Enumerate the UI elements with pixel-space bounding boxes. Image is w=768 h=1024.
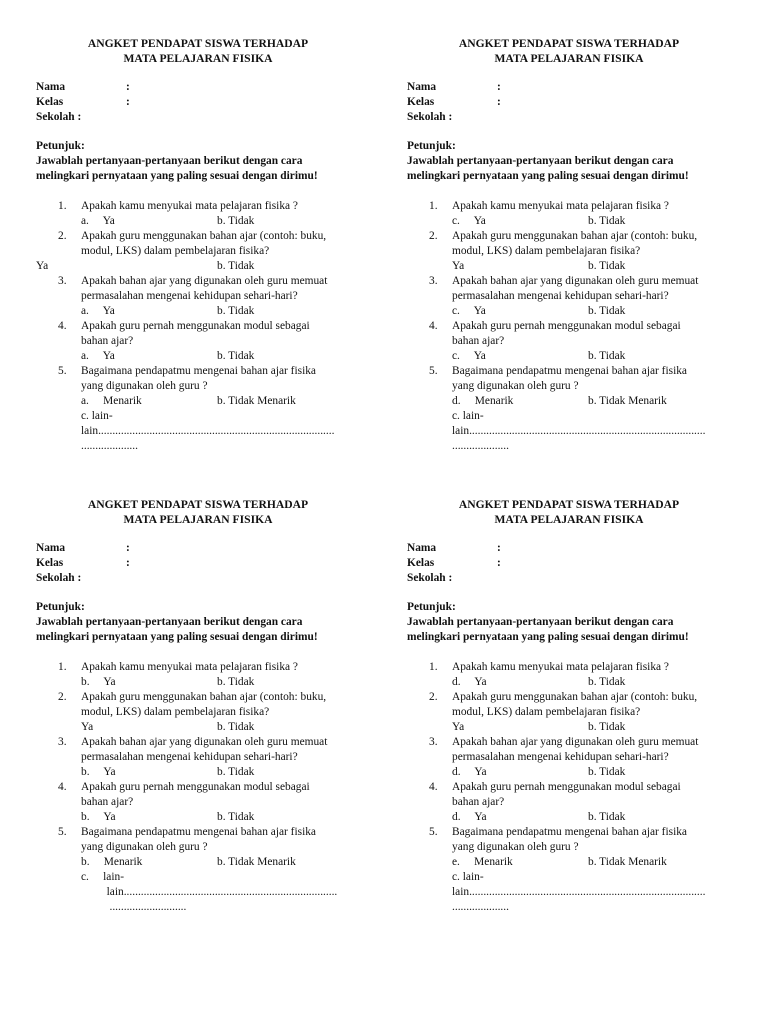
option-interesting[interactable]: b. Menarik [81, 856, 143, 868]
question-text: yang digunakan oleh guru ? [81, 380, 208, 392]
instructions-line-1: Jawablah pertanyaan-pertanyaan berikut dengan cara [36, 616, 303, 628]
question-4: 4. Apakah guru pernah menggunakan modul sebagai bahan ajar? c. Ya b. Tidak [407, 319, 747, 364]
option-no[interactable]: b. Tidak [217, 260, 255, 272]
option-other-blank: lain................................................................................... [452, 425, 706, 437]
question-text: Apakah bahan ajar yang digunakan oleh guru memuat [81, 736, 328, 748]
option-yes[interactable]: b. Ya [81, 766, 116, 778]
form-title [36, 36, 360, 66]
option-other[interactable]: c. lain- [452, 871, 484, 883]
instructions-line-1: Jawablah pertanyaan-pertanyaan berikut dengan cara [407, 616, 674, 628]
question-text: permasalahan mengenai kehidupan sehari-hari? [452, 751, 669, 763]
instructions-heading: Petunjuk: [36, 601, 85, 613]
question-text: Bagaimana pendapatmu mengenai bahan ajar fisika [81, 365, 316, 377]
name-field: Nama : [36, 81, 130, 93]
question-text: bahan ajar? [452, 796, 505, 808]
option-yes[interactable]: b. Ya [81, 676, 116, 688]
question-1: 1. Apakah kamu menyukai mata pelajaran fisika ? a. Ya b. Tidak [36, 199, 376, 229]
option-yes[interactable]: Ya [36, 260, 49, 272]
title-line-1: ANGKET PENDAPAT SISWA TERHADAP [458, 37, 680, 50]
question-text: permasalahan mengenai kehidupan sehari-hari? [81, 290, 298, 302]
question-text: Apakah bahan ajar yang digunakan oleh guru memuat [81, 275, 328, 287]
option-no[interactable]: b. Tidak [588, 766, 626, 778]
question-text: yang digunakan oleh guru ? [452, 380, 579, 392]
instructions-line-2: melingkari pernyataan yang paling sesuai dengan dirimu! [407, 631, 689, 643]
option-yes[interactable]: c. Ya [452, 305, 486, 317]
option-no[interactable]: b. Tidak [588, 350, 626, 362]
instructions-heading: Petunjuk: [407, 601, 456, 613]
school-field: Sekolah : [36, 572, 82, 584]
question-text: Bagaimana pendapatmu mengenai bahan ajar fisika [81, 826, 316, 838]
option-yes[interactable]: Ya [81, 721, 94, 733]
question-5: 5. Bagaimana pendapatmu mengenai bahan ajar fisika yang digunakan oleh guru ? e. Menarik b. Tidak Menarik c. lain- lain................................................................................... .................... [407, 825, 747, 915]
question-text: Apakah kamu menyukai mata pelajaran fisika ? [452, 661, 669, 673]
option-other-blank: ........................... [81, 901, 187, 913]
option-no[interactable]: b. Tidak [588, 811, 626, 823]
question-3: 3. Apakah bahan ajar yang digunakan oleh guru memuat permasalahan mengenai kehidupan sehari-hari? b. Ya b. Tidak [36, 735, 376, 780]
question-text: modul, LKS) dalam pembelajaran fisika? [452, 245, 641, 257]
option-other[interactable]: c. lain- [81, 410, 113, 422]
question-text: bahan ajar? [452, 335, 505, 347]
question-text: modul, LKS) dalam pembelajaran fisika? [81, 245, 270, 257]
question-1: 1. Apakah kamu menyukai mata pelajaran fisika ? c. Ya b. Tidak [407, 199, 747, 229]
school-field: Sekolah : [407, 572, 453, 584]
question-text: Apakah guru pernah menggunakan modul sebagai [452, 781, 681, 793]
question-text: Apakah kamu menyukai mata pelajaran fisika ? [81, 200, 298, 212]
question-4: 4. Apakah guru pernah menggunakan modul sebagai bahan ajar? d. Ya b. Tidak [407, 780, 747, 825]
question-text: Bagaimana pendapatmu mengenai bahan ajar fisika [452, 826, 687, 838]
option-no[interactable]: b. Tidak [217, 811, 255, 823]
question-list [407, 199, 747, 454]
question-text: Apakah guru pernah menggunakan modul sebagai [81, 781, 310, 793]
class-field: Kelas : [36, 557, 130, 569]
name-field: Nama : [407, 542, 501, 554]
instructions-heading: Petunjuk: [407, 140, 456, 152]
option-no[interactable]: b. Tidak [588, 676, 626, 688]
question-3: 3. Apakah bahan ajar yang digunakan oleh guru memuat permasalahan mengenai kehidupan sehari-hari? a. Ya b. Tidak [36, 274, 376, 319]
title-line-2: MATA PELAJARAN FISIKA [494, 513, 644, 526]
option-no[interactable]: b. Tidak [217, 676, 255, 688]
instructions-heading: Petunjuk: [36, 140, 85, 152]
question-text: Apakah bahan ajar yang digunakan oleh guru memuat [452, 736, 699, 748]
title-line-2: MATA PELAJARAN FISIKA [494, 52, 644, 65]
class-field: Kelas : [407, 96, 501, 108]
option-no[interactable]: b. Tidak [588, 305, 626, 317]
question-text: Apakah guru pernah menggunakan modul sebagai [81, 320, 310, 332]
question-text: bahan ajar? [81, 796, 134, 808]
instructions [407, 600, 689, 645]
question-text: Apakah guru menggunakan bahan ajar (contoh: buku, [452, 691, 698, 703]
name-field: Nama : [407, 81, 501, 93]
form-title [407, 36, 731, 66]
question-list [36, 199, 376, 454]
option-yes[interactable]: Ya [452, 260, 465, 272]
question-3: 3. Apakah bahan ajar yang digunakan oleh guru memuat permasalahan mengenai kehidupan sehari-hari? c. Ya b. Tidak [407, 274, 747, 319]
option-yes[interactable]: d. Ya [452, 676, 487, 688]
option-not-interesting[interactable]: b. Tidak Menarik [217, 856, 296, 868]
option-other-blank: .................... [452, 440, 509, 452]
student-identity [36, 80, 130, 125]
form-title [407, 497, 731, 527]
student-identity [407, 80, 501, 125]
question-text: modul, LKS) dalam pembelajaran fisika? [452, 706, 641, 718]
option-other-blank: lain................................................................................... [452, 886, 706, 898]
name-field: Nama : [36, 542, 130, 554]
question-text: Apakah kamu menyukai mata pelajaran fisika ? [81, 661, 298, 673]
form-title [36, 497, 360, 527]
title-line-2: MATA PELAJARAN FISIKA [123, 513, 273, 526]
option-no[interactable]: b. Tidak [217, 721, 255, 733]
option-yes[interactable]: c. Ya [452, 215, 486, 227]
school-field: Sekolah : [407, 111, 453, 123]
student-identity [36, 541, 130, 586]
option-not-interesting[interactable]: b. Tidak Menarik [588, 395, 667, 407]
question-text: Apakah guru menggunakan bahan ajar (contoh: buku, [452, 230, 698, 242]
question-2: 2. Apakah guru menggunakan bahan ajar (contoh: buku, modul, LKS) dalam pembelajaran fisika? Ya b. Tidak [407, 229, 747, 274]
question-text: permasalahan mengenai kehidupan sehari-hari? [452, 290, 669, 302]
question-3: 3. Apakah bahan ajar yang digunakan oleh guru memuat permasalahan mengenai kehidupan sehari-hari? d. Ya b. Tidak [407, 735, 747, 780]
question-text: modul, LKS) dalam pembelajaran fisika? [81, 706, 270, 718]
option-interesting[interactable]: d. Menarik [452, 395, 514, 407]
question-5: 5. Bagaimana pendapatmu mengenai bahan ajar fisika yang digunakan oleh guru ? d. Menarik b. Tidak Menarik c. lain- lain................................................................................... .................... [407, 364, 747, 454]
question-list [36, 660, 376, 915]
option-no[interactable]: b. Tidak [588, 260, 626, 272]
question-4: 4. Apakah guru pernah menggunakan modul sebagai bahan ajar? a. Ya b. Tidak [36, 319, 376, 364]
question-text: permasalahan mengenai kehidupan sehari-hari? [81, 751, 298, 763]
question-text: Apakah guru pernah menggunakan modul sebagai [452, 320, 681, 332]
question-2: 2. Apakah guru menggunakan bahan ajar (contoh: buku, modul, LKS) dalam pembelajaran fisika? Ya b. Tidak [36, 229, 376, 274]
option-interesting[interactable]: e. Menarik [452, 856, 513, 868]
option-yes[interactable]: Ya [452, 721, 465, 733]
option-yes[interactable]: a. Ya [81, 305, 115, 317]
option-no[interactable]: b. Tidak [217, 766, 255, 778]
school-field: Sekolah : [36, 111, 82, 123]
question-text: Bagaimana pendapatmu mengenai bahan ajar fisika [452, 365, 687, 377]
instructions-line-1: Jawablah pertanyaan-pertanyaan berikut dengan cara [36, 155, 303, 167]
question-text: Apakah guru menggunakan bahan ajar (contoh: buku, [81, 691, 327, 703]
option-other-blank: lain........................................................................... [81, 886, 338, 898]
option-other[interactable]: c. lain- [81, 871, 125, 883]
question-4: 4. Apakah guru pernah menggunakan modul sebagai bahan ajar? b. Ya b. Tidak [36, 780, 376, 825]
option-no[interactable]: b. Tidak [217, 305, 255, 317]
option-other-blank: lain................................................................................... [81, 425, 335, 437]
question-1: 1. Apakah kamu menyukai mata pelajaran fisika ? b. Ya b. Tidak [36, 660, 376, 690]
question-text: bahan ajar? [81, 335, 134, 347]
option-not-interesting[interactable]: b. Tidak Menarik [217, 395, 296, 407]
question-2: 2. Apakah guru menggunakan bahan ajar (contoh: buku, modul, LKS) dalam pembelajaran fisika? Ya b. Tidak [407, 690, 747, 735]
question-text: yang digunakan oleh guru ? [452, 841, 579, 853]
question-text: Apakah kamu menyukai mata pelajaran fisika ? [452, 200, 669, 212]
option-no[interactable]: b. Tidak [588, 215, 626, 227]
option-yes[interactable]: b. Ya [81, 811, 116, 823]
option-yes[interactable]: c. Ya [452, 350, 486, 362]
instructions-line-1: Jawablah pertanyaan-pertanyaan berikut dengan cara [407, 155, 674, 167]
title-line-2: MATA PELAJARAN FISIKA [123, 52, 273, 65]
option-no[interactable]: b. Tidak [217, 215, 255, 227]
question-text: Apakah bahan ajar yang digunakan oleh guru memuat [452, 275, 699, 287]
title-line-1: ANGKET PENDAPAT SISWA TERHADAP [87, 37, 309, 50]
question-1: 1. Apakah kamu menyukai mata pelajaran fisika ? d. Ya b. Tidak [407, 660, 747, 690]
instructions [36, 139, 318, 184]
option-no[interactable]: b. Tidak [588, 721, 626, 733]
option-other[interactable]: c. lain- [452, 410, 484, 422]
question-5: 5. Bagaimana pendapatmu mengenai bahan ajar fisika yang digunakan oleh guru ? a. Menarik b. Tidak Menarik c. lain- lain................................................................................... .................... [36, 364, 376, 454]
instructions-line-2: melingkari pernyataan yang paling sesuai dengan dirimu! [36, 170, 318, 182]
class-field: Kelas : [36, 96, 130, 108]
instructions-line-2: melingkari pernyataan yang paling sesuai dengan dirimu! [407, 170, 689, 182]
option-interesting[interactable]: a. Menarik [81, 395, 142, 407]
class-field: Kelas : [407, 557, 501, 569]
instructions-line-2: melingkari pernyataan yang paling sesuai dengan dirimu! [36, 631, 318, 643]
option-yes[interactable]: a. Ya [81, 350, 115, 362]
option-yes[interactable]: d. Ya [452, 766, 487, 778]
question-text: Apakah guru menggunakan bahan ajar (contoh: buku, [81, 230, 327, 242]
option-other-blank: .................... [452, 901, 509, 913]
question-5: 5. Bagaimana pendapatmu mengenai bahan ajar fisika yang digunakan oleh guru ? b. Menarik b. Tidak Menarik c. lain- lain........................................................................... ........................... [36, 825, 376, 915]
instructions [36, 600, 318, 645]
option-yes[interactable]: d. Ya [452, 811, 487, 823]
title-line-1: ANGKET PENDAPAT SISWA TERHADAP [87, 498, 309, 511]
option-no[interactable]: b. Tidak [217, 350, 255, 362]
title-line-1: ANGKET PENDAPAT SISWA TERHADAP [458, 498, 680, 511]
option-not-interesting[interactable]: b. Tidak Menarik [588, 856, 667, 868]
student-identity [407, 541, 501, 586]
option-other-blank: .................... [81, 440, 138, 452]
question-list [407, 660, 747, 915]
instructions [407, 139, 689, 184]
option-yes[interactable]: a. Ya [81, 215, 115, 227]
question-2: 2. Apakah guru menggunakan bahan ajar (contoh: buku, modul, LKS) dalam pembelajaran fisika? Ya b. Tidak [36, 690, 376, 735]
question-text: yang digunakan oleh guru ? [81, 841, 208, 853]
